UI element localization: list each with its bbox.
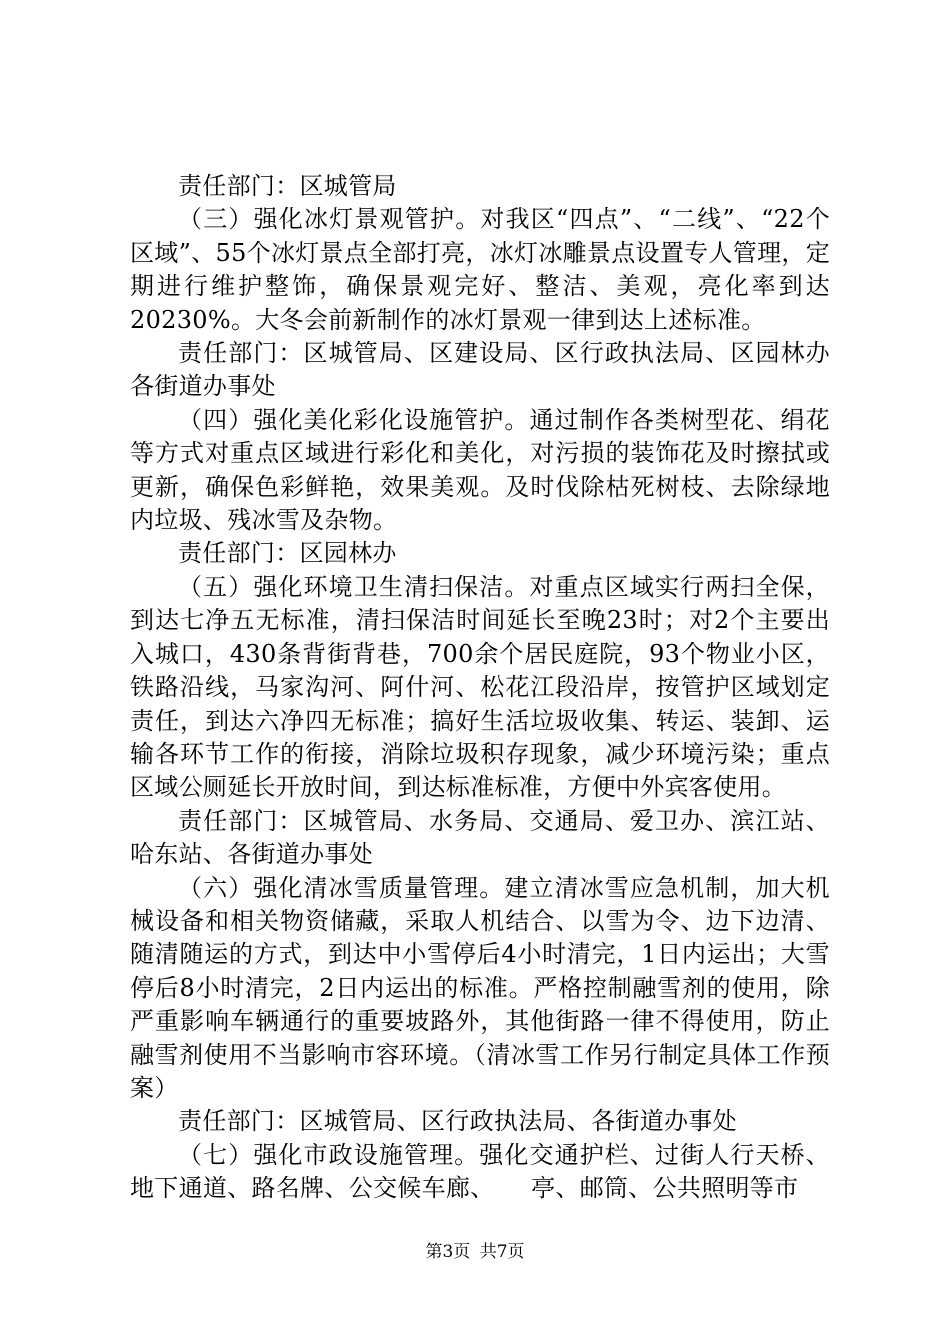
section-3-paragraph: （三）强化冰灯景观管护。对我区“四点”、“二线”、“22个区域”、55个冰灯景点全部打亮，冰灯冰雕景点设置专人管理，定期进行维护整饰，确保景观完好、整洁、美观，亮化率到达20230%。大冬会前新制作的冰灯景观一律到达上述标准。	[130, 205, 830, 334]
responsible-dept-3: 责任部门：区园林办	[178, 539, 397, 568]
responsible-dept-2: 责任部门：区城管局、区建设局、区行政执法局、区园林办各街道办事处	[130, 339, 830, 401]
responsible-dept-5: 责任部门：区城管局、区行政执法局、各街道办事处	[178, 1107, 737, 1136]
section-6-paragraph: （六）强化清冰雪质量管理。建立清冰雪应急机制，加大机械设备和相关物资储藏，采取人机结合、以雪为令、边下边清、随清随运的方式，到达中小雪停后4小时清完，1日内运出；大雪停后8小时清完，2日内运出的标准。严格控制融雪剂的使用，除严重影响车辆通行的重要坡路外，其他街路一律不得使用，防止融雪剂使用不当影响市容环境。（清冰雪工作另行制定具体工作预案）	[130, 873, 830, 1102]
section-5-paragraph: （五）强化环境卫生清扫保洁。对重点区域实行两扫全保，到达七净五无标准，清扫保洁时间延长至晚23时；对2个主要出入城口，430条背街背巷，700余个居民庭院，93个物业小区，铁路沿线，马家沟河、阿什河、松花江段沿岸，按管护区域划定责任，到达六净四无标准；搞好生活垃圾收集、转运、装卸、运输各环节工作的衔接，消除垃圾积存现象，减少环境污染；重点区域公厕延长开放时间，到达标准标准，方便中外宾客使用。	[130, 572, 830, 802]
page-total: 共7页	[479, 1242, 525, 1262]
responsible-dept-1: 责任部门：区城管局	[178, 172, 397, 200]
responsible-dept-4: 责任部门：区城管局、水务局、交通局、爱卫办、滨江站、哈东站、各街道办事处	[130, 806, 830, 869]
page-footer	[0, 1241, 950, 1263]
section-4-paragraph: （四）强化美化彩化设施管护。通过制作各类树型花、绢花等方式对重点区域进行彩化和美化，对污损的装饰花及时擦拭或更新，确保色彩鲜艳，效果美观。及时伐除枯死树枝、去除绿地内垃圾、残冰雪及杂物。	[130, 405, 830, 535]
section-7-paragraph: （七）强化市政设施管理。强化交通护栏、过街人行天桥、地下通道、路名牌、公交候车廊、 亭、邮筒、公共照明等市	[130, 1140, 830, 1203]
page-number: 第3页	[425, 1242, 471, 1262]
document-body	[130, 170, 830, 1206]
